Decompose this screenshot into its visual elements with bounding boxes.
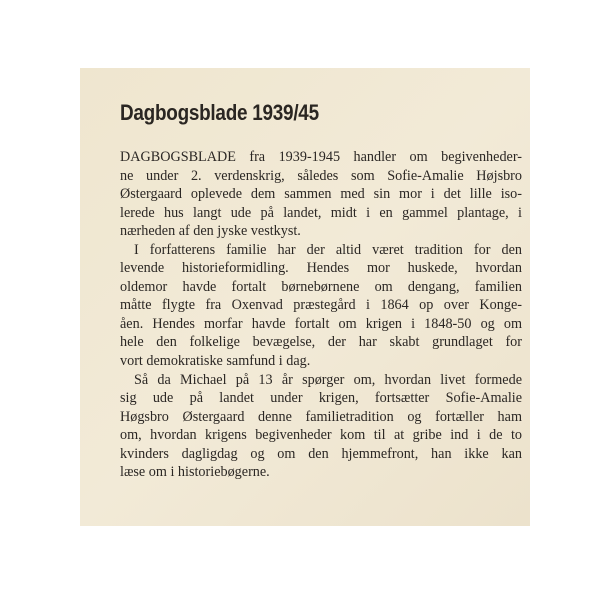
blurb-line: læse om i historiebøgerne. <box>120 464 270 481</box>
blurb-line: Så da Michael på 13 år spørger om, hvordan livet formede <box>134 371 522 388</box>
blurb-line: om, hvordan krigens begivenheder kom til at gribe ind i de to <box>120 427 522 444</box>
blurb-line: Høgsbro Østergaard denne familietradition og fortæller ham <box>120 408 522 425</box>
blurb-line: levende historieformidling. Hendes mor huskede, hvordan <box>120 260 522 277</box>
blurb-line: ne under 2. verdenskrig, således som Sofie-Amalie Højsbro <box>120 167 522 184</box>
blurb-line: måtte flygte fra Oxenvad præstegård i 1864 op over Konge- <box>120 297 522 314</box>
book-title: Dagbogsblade 1939/45 <box>120 100 319 125</box>
blurb-line: nærheden af den jyske vestkyst. <box>120 223 301 240</box>
blurb-line: kvinders dagligdag og om den hjemmefront, han ikke kan <box>120 445 522 462</box>
blurb-line: sig ude på landet under krigen, fortsætter Sofie-Amalie <box>120 390 522 407</box>
blurb-line: vort demokratiske samfund i dag. <box>120 353 311 370</box>
blurb-line: Østergaard oplevede dem sammen med sin mor i det lille iso- <box>120 186 522 203</box>
blurb-line: hele den folkelige bevægelse, der har skabt grundlaget for <box>120 334 522 351</box>
blurb-line: oldemor havde fortalt børnebørnene om dengang, familien <box>120 278 522 295</box>
blurb-line: DAGBOGSBLADE fra 1939-1945 handler om begivenheder- <box>120 149 522 165</box>
blurb-text <box>120 148 522 482</box>
blurb-line: lerede hus langt ude på landet, midt i en gammel plantage, i <box>120 204 522 221</box>
blurb-line: åen. Hendes morfar havde fortalt om krigen i 1848-50 og om <box>120 315 522 332</box>
blurb-line: I forfatterens familie har der altid været tradition for den <box>134 241 522 258</box>
